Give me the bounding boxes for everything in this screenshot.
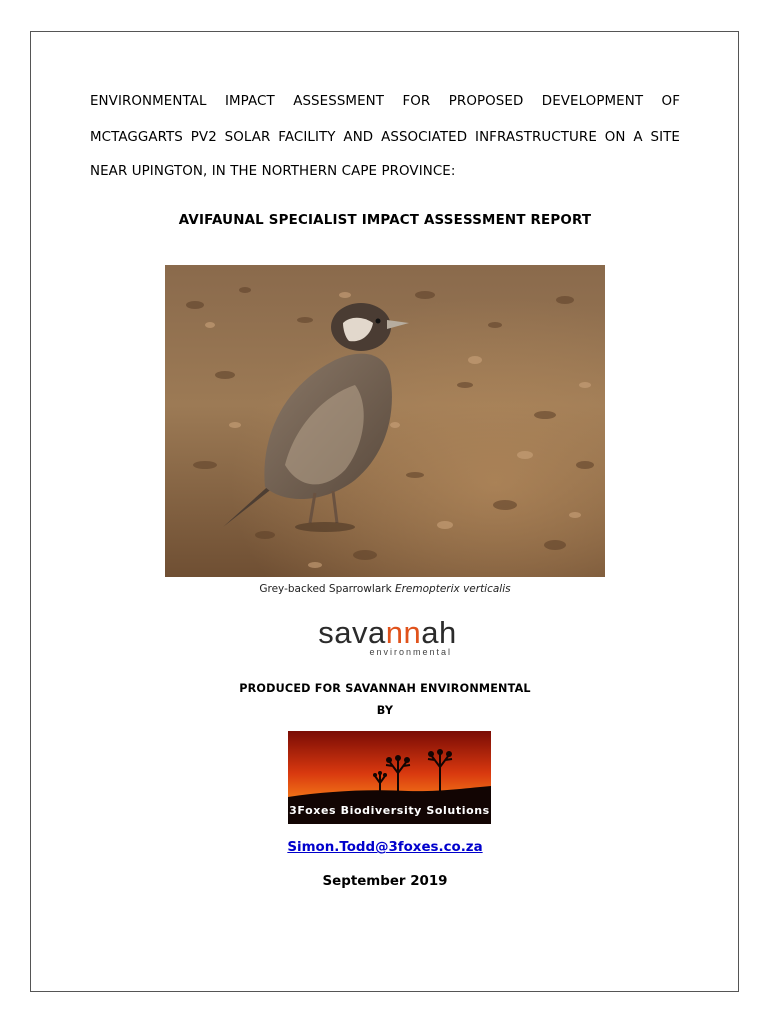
report-date: September 2019: [322, 874, 448, 889]
photo-caption: [165, 583, 605, 595]
savannah-logo: [315, 615, 460, 658]
contact-email-link[interactable]: Simon.Todd@3foxes.co.za: [287, 840, 483, 855]
savannah-tagline: environmental: [369, 647, 452, 657]
report-title-line-3: NEAR UPINGTON, IN THE NORTHERN CAPE PROVINCE:: [90, 164, 456, 179]
report-title-line-1: ENVIRONMENTAL IMPACT ASSESSMENT FOR PROPOSED DEVELOPMENT OF: [90, 94, 680, 109]
report-subtitle: AVIFAUNAL SPECIALIST IMPACT ASSESSMENT REPORT: [178, 213, 592, 228]
savannah-wordmark: savannah: [318, 615, 457, 650]
produced-for: PRODUCED FOR SAVANNAH ENVIRONMENTAL: [239, 682, 531, 695]
sparrowlark-photo: [165, 265, 605, 577]
caption-common-name: Grey-backed Sparrowlark: [259, 583, 395, 595]
three-foxes-logo: [288, 731, 491, 824]
produced-by: BY: [376, 704, 394, 717]
caption-scientific-name: Eremopterix verticalis: [394, 583, 511, 595]
sparrowlark-illustration: [165, 265, 605, 577]
three-foxes-name: 3Foxes Biodiversity Solutions: [289, 804, 490, 817]
report-title-line-2: MCTAGGARTS PV2 SOLAR FACILITY AND ASSOCIATED INFRASTRUCTURE ON A SITE: [90, 130, 680, 145]
